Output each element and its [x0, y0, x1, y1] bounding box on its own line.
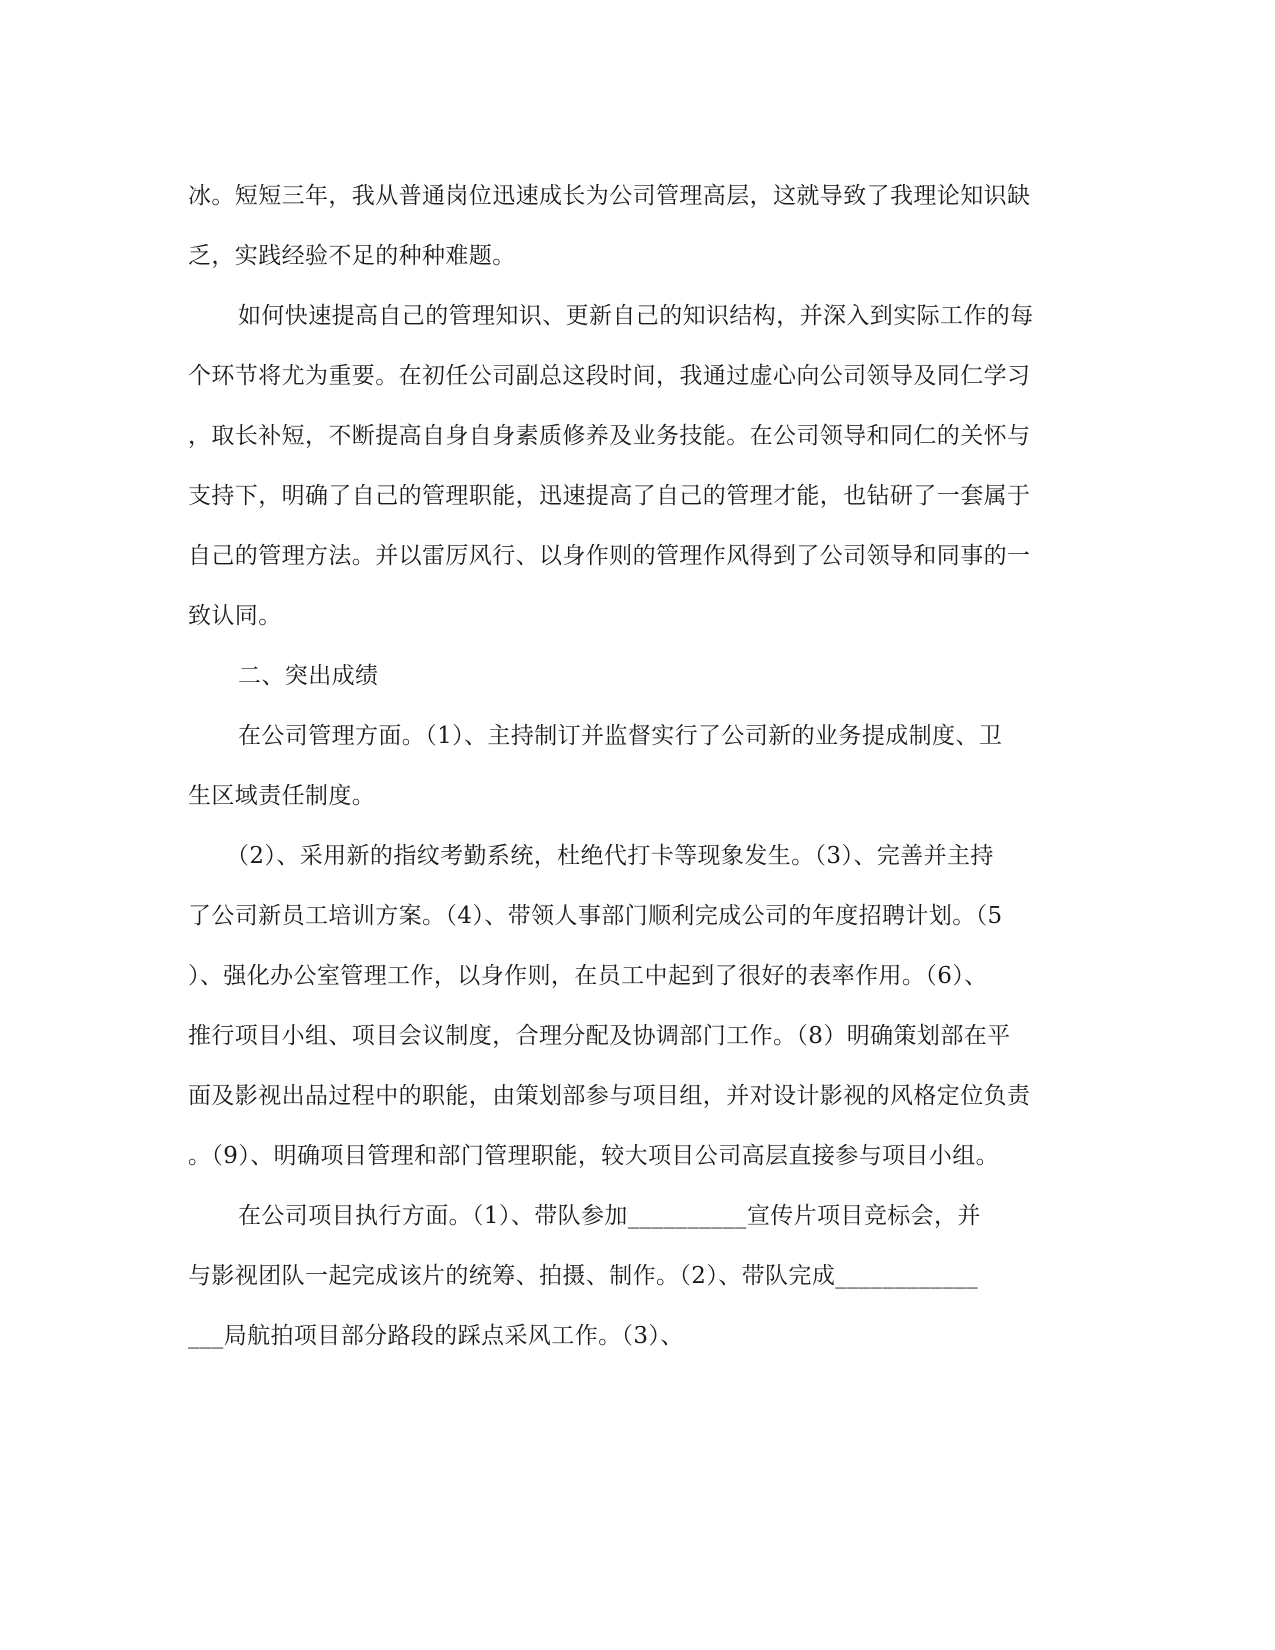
- text-line: 支持下，明确了自己的管理职能，迅速提高了自己的管理才能，也钻研了一套属于: [188, 483, 1031, 509]
- text-line: 生区域责任制度。: [188, 783, 376, 809]
- text-line: ___局航拍项目部分路段的踩点采风工作。（3）、: [188, 1323, 684, 1349]
- text-line: 推行项目小组、项目会议制度，合理分配及协调部门工作。（8）明确策划部在平: [188, 1023, 1011, 1049]
- text-line: ，取长补短，不断提高自身自身素质修养及业务技能。在公司领导和同仁的关怀与: [188, 423, 1031, 449]
- text-line: 自己的管理方法。并以雷厉风行、以身作则的管理作风得到了公司领导和同事的一: [188, 543, 1031, 569]
- text-line: 致认同。: [188, 603, 282, 629]
- document-body: [188, 166, 1088, 1366]
- text-line: 个环节将尤为重要。在初任公司副总这段时间，我通过虚心向公司领导及同仁学习: [188, 363, 1031, 389]
- text-line: 了公司新员工培训方案。（4）、带领人事部门顺利完成公司的年度招聘计划。（5: [188, 903, 1003, 929]
- text-line: 与影视团队一起完成该片的统筹、拍摄、制作。（2）、带队完成____________: [188, 1263, 979, 1289]
- paragraph-start-line: 在公司项目执行方面。（1）、带队参加__________宣传片项目竞标会，并: [238, 1203, 981, 1229]
- text-line: 乏，实践经验不足的种种难题。: [188, 243, 516, 269]
- text-line: ）、强化办公室管理工作，以身作则，在员工中起到了很好的表率作用。（6）、: [188, 963, 988, 989]
- section-heading: 二、突出成绩: [238, 663, 379, 689]
- text-line: 。（9）、明确项目管理和部门管理职能，较大项目公司高层直接参与项目小组。: [188, 1143, 1000, 1169]
- text-line: 面及影视出品过程中的职能，由策划部参与项目组，并对设计影视的风格定位负责: [188, 1083, 1031, 1109]
- text-line: 冰。短短三年，我从普通岗位迅速成长为公司管理高层，这就导致了我理论知识缺: [188, 183, 1031, 209]
- paragraph-start-line: （2）、采用新的指纹考勤系统，杜绝代打卡等现象发生。（3）、完善并主持: [226, 843, 994, 869]
- paragraph-start-line: 在公司管理方面。（1）、主持制订并监督实行了公司新的业务提成制度、卫: [238, 723, 1003, 749]
- paragraph-start-line: 如何快速提高自己的管理知识、更新自己的知识结构，并深入到实际工作的每: [238, 303, 1034, 329]
